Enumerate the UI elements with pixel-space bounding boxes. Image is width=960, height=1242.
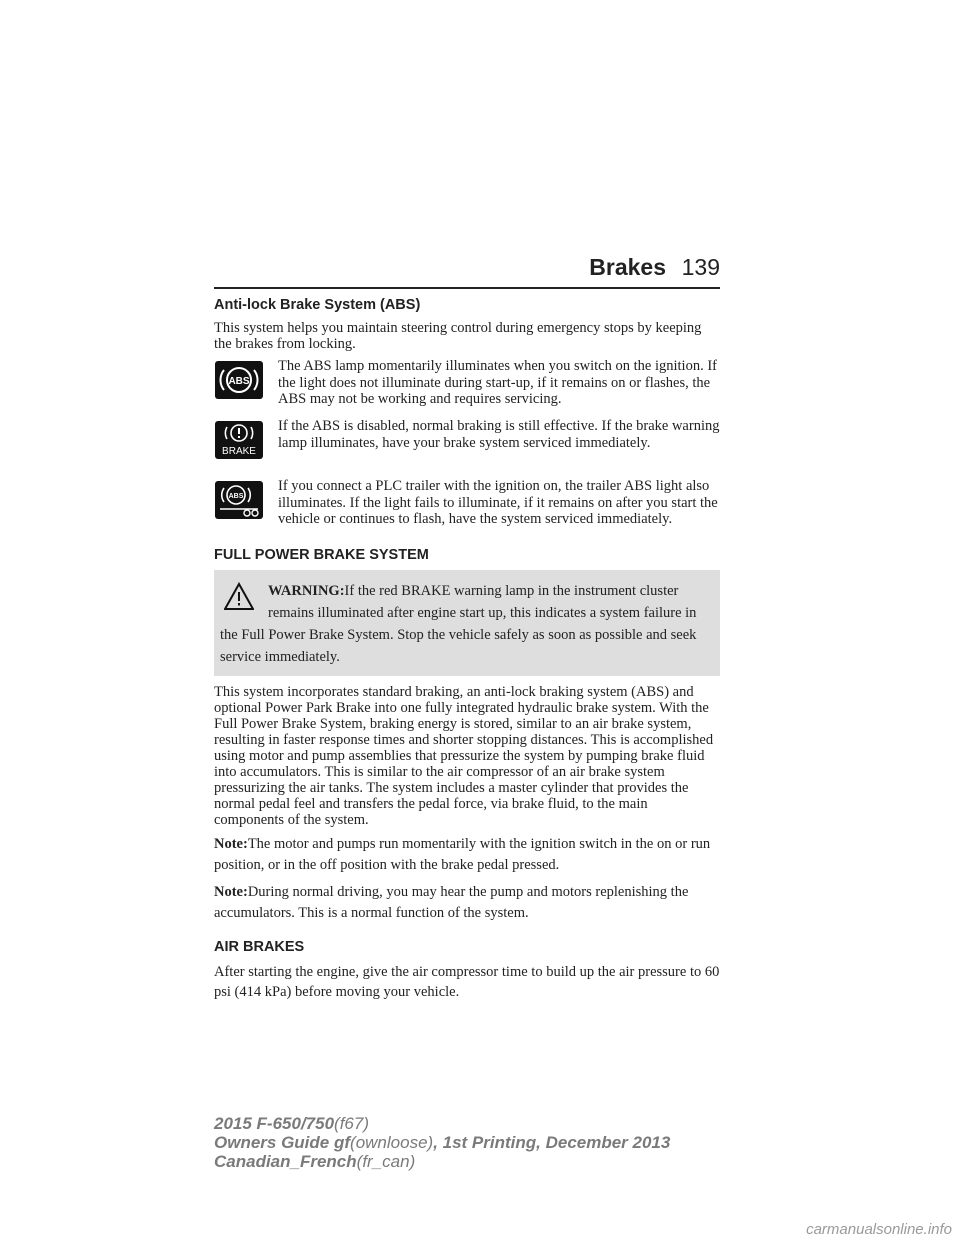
air-brakes-body: After starting the engine, give the air compressor time to build up the air pressure to 60 psi (414 kPa) before moving your vehicle. [214,964,720,1000]
footer-model: 2015 F-650/750 [214,1114,335,1133]
brake-lamp-text: If the ABS is disabled, normal braking is still effective. If the brake warning lamp illuminates, have your brake system serviced immediately. [278,418,720,451]
warning-box [214,570,720,676]
trailer-abs-icon [214,480,264,520]
footer-line-3 [214,1152,814,1171]
section-title: Brakes [589,254,666,280]
abs-heading: Anti-lock Brake System (ABS) [214,297,421,313]
abs-lamp-block [214,358,720,410]
trailer-lamp-text: If you connect a PLC trailer with the ignition on, the trailer ABS light also illuminates. If the light fails to illuminate, if it remains on after you start the vehicle or continues to flash, have the system serviced immediately. [278,478,718,527]
footer-language: Canadian_French [214,1152,357,1171]
abs-lamp-text: The ABS lamp momentarily illuminates when you switch on the ignition. If the light does not illuminate during start-up, if it remains on or flashes, the ABS may not be working and requires servicing. [278,358,717,407]
page-header [214,254,720,288]
brake-lamp-block [214,418,720,470]
air-brakes-heading: AIR BRAKES [214,939,305,955]
trailer-icon-label: ABS [228,493,244,500]
note-1 [214,834,720,876]
trailer-lamp-block [214,478,720,530]
footer-language-code: (fr_can) [356,1152,416,1171]
footer-line-2 [214,1133,814,1152]
warning-lead: WARNING: [268,583,345,599]
abs-warning-icon [214,360,264,400]
watermark: carmanualsonline.info [806,1221,952,1238]
note-1-lead: Note: [214,836,248,852]
footer-line-1 [214,1114,814,1133]
page-number: 139 [681,254,720,280]
note-1-text: The motor and pumps run momentarily with the ignition switch in the on or run position, or in the off position with the brake pedal pressed. [214,836,711,873]
warning-triangle-icon [224,582,254,612]
brake-warning-icon [214,420,264,460]
footer-model-code: (f67) [334,1114,370,1133]
page-body [214,296,720,1008]
warning-text: If the red BRAKE warning lamp in the instrument cluster remains illuminated after engine start up, this indicates a system failure in the Full Power Brake System. Stop the vehicle safely as soon as possible and seek service immediately. [220,583,697,665]
footer-guide: Owners Guide gf [214,1133,351,1152]
page-footer [214,1114,814,1171]
footer-printing: , 1st Printing, December 2013 [433,1133,671,1152]
abs-intro: This system helps you maintain steering control during emergency stops by keeping the brakes from locking. [214,320,702,352]
abs-icon-label: ABS [228,376,250,387]
note-2 [214,882,720,924]
footer-guide-type: (ownloose) [350,1133,434,1152]
header-rule [214,287,720,289]
brake-icon-label: BRAKE [222,446,256,457]
full-power-heading: FULL POWER BRAKE SYSTEM [214,547,429,563]
full-power-body: This system incorporates standard braking, an anti-lock braking system (ABS) and optional Power Park Brake into one fully integrated hydraulic brake system. With the Full Power Brake System, braking energy is stored, similar to an air brake system, resulting in faster response times and shorter stopping distances. This is accomplished using motor and pump assemblies that pressurize the system by pumping brake fluid into accumulators. This is similar to the air compressor of an air brake system pressurizing the air tanks. The system includes a master cylinder that provides the normal pedal feel and transfers the pedal force, via brake fluid, to the main components of the system. [214,684,714,828]
note-2-text: During normal driving, you may hear the pump and motors replenishing the accumulators. This is a normal function of the system. [214,884,689,921]
note-2-lead: Note: [214,884,248,900]
